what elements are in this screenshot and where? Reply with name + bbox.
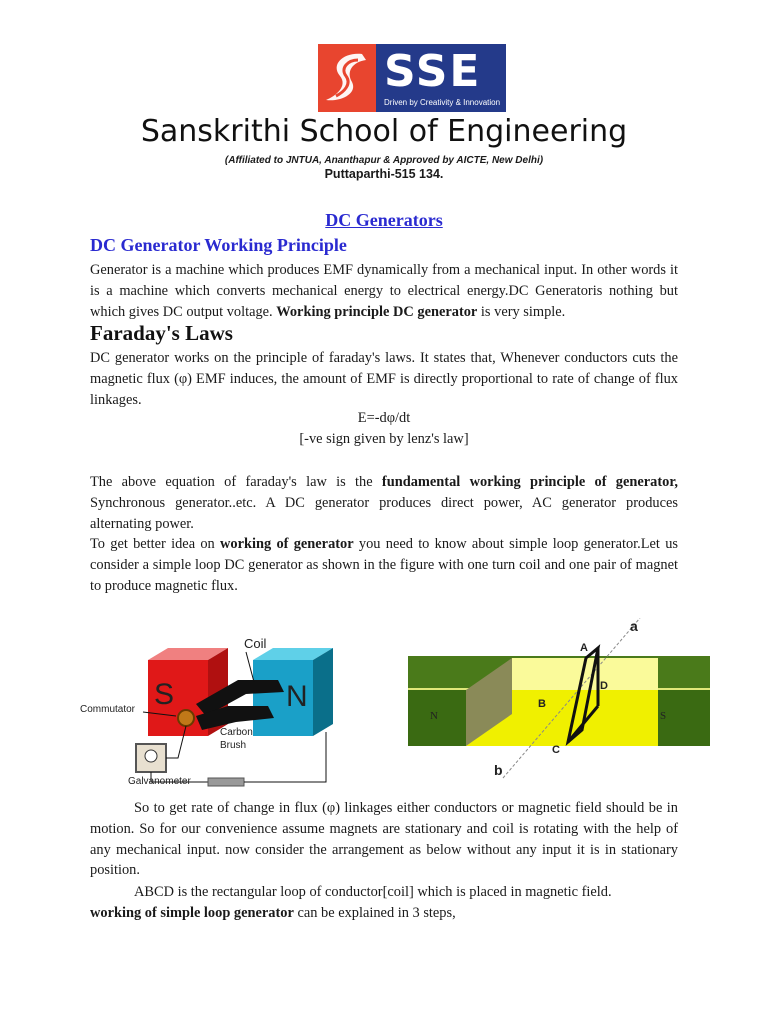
label-north: N [430, 710, 438, 722]
label-coil: Coil [244, 636, 267, 651]
faradays-laws-heading: Faraday's Laws [90, 321, 233, 345]
label-n-pole: N [286, 680, 308, 713]
sse-logo [318, 44, 506, 112]
para3-text1: The above equation of faraday's law is the [90, 474, 382, 490]
figure-loop-in-field [408, 618, 710, 780]
logo-swirl-icon [318, 44, 376, 112]
para1-text2: is very simple. [477, 303, 566, 320]
figure-dc-generator [78, 632, 378, 792]
affiliation-line: (Affiliated to JNTUA, Ananthapur & Approved by AICTE, New Delhi) [224, 155, 544, 166]
label-axis-a: a [630, 618, 638, 634]
para4-text2: you need to know about simple loop generator.Let us consider a simple loop DC generator as shown in the figure with one turn coil and one pair of magnet to produce magnetic flux. [90, 536, 678, 594]
label-axis-b: b [494, 762, 503, 778]
para3-text2: Synchronous generator..etc. A DC generator produces direct power, AC generator produces alternating power. [90, 494, 678, 532]
paragraph-three-steps [90, 903, 678, 924]
label-carbon: Carbon [220, 727, 253, 738]
logo-text-box [376, 44, 506, 112]
label-s-pole: S [154, 678, 175, 711]
para1-bold: Working principle DC generator [276, 303, 478, 320]
para4-bold: working of generator [220, 536, 354, 552]
label-commutator: Commutator [80, 704, 136, 715]
paragraph-intro [90, 260, 678, 322]
paragraph-faraday [90, 348, 678, 410]
equation-note: [-ve sign given by lenz's law] [299, 431, 469, 447]
school-name: Sanskrithi School of Engineering [140, 114, 628, 149]
para3-bold: fundamental working principle of generator, [381, 474, 678, 490]
paragraph-fundamental [90, 472, 678, 534]
main-heading: DC Generators [325, 210, 443, 230]
paragraph-abcd [90, 882, 678, 903]
para4-text1: To get better idea on [90, 536, 221, 552]
logo-text: SSE [384, 46, 482, 97]
para1-text1: Generator is a machine which produces EMF dynamically from a mechanical input. In other words it is a machine which converts mechanical energy to electrical energy.DC Generatoris nothing but which gives DC output voltage. [90, 262, 678, 320]
paragraph-flux-linkages [90, 798, 678, 881]
para2-text: DC generator works on the principle of faraday's laws. It states that, Whenever conductors cuts the magnetic flux (φ) EMF induces, the amount of EMF is directly proportional to rate of change of flux linkages. [90, 350, 678, 408]
label-south: S [660, 710, 667, 722]
para5-text: So to get rate of change in flux (φ) linkages either conductors or magnetic field should be in motion. So for our convenience assume magnets are stationary and coil is rotating with the help of any mechanical input. now consider the arrangement as below without any input it is in stationary position. [90, 800, 678, 879]
equation-formula: E=-dφ/dt [357, 410, 411, 426]
working-principle-heading: DC Generator Working Principle [90, 235, 347, 255]
para6-text: ABCD is the rectangular loop of conductor[coil] which is placed in magnetic field. [134, 884, 612, 900]
location-line: Puttaparthi-515 134. [324, 167, 444, 181]
para7-text: can be explained in 3 steps, [293, 905, 456, 921]
para7-bold: working of simple loop generator [90, 905, 294, 921]
label-point-c: C [552, 744, 560, 756]
paragraph-loop-generator [90, 534, 678, 596]
label-point-d: D [600, 680, 608, 692]
label-galvanometer: Galvanometer [128, 776, 191, 787]
label-point-b: B [538, 698, 546, 710]
label-brush: Brush [220, 740, 247, 751]
label-point-a: A [580, 642, 588, 654]
logo-tagline: Driven by Creativity & Innovation [384, 98, 501, 107]
